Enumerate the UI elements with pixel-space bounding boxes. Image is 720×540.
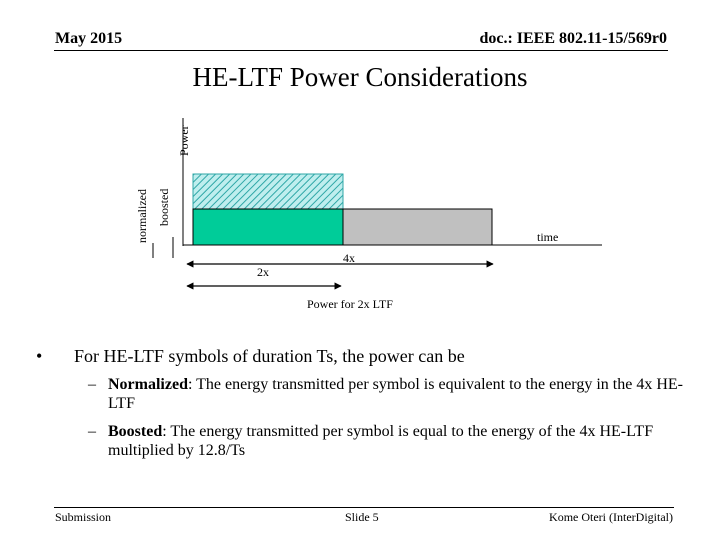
slide-title: HE-LTF Power Considerations xyxy=(192,62,528,92)
normalized-text: : The energy transmitted per symbol is equivalent to the energy in the 4x HE-LTF xyxy=(108,376,683,412)
gray-block xyxy=(343,209,492,245)
normalized-label: normalized xyxy=(135,189,149,243)
diagram-caption: Power for 2x LTF xyxy=(307,297,393,311)
sub-bullet-normalized xyxy=(88,375,688,413)
bullet-dot: • xyxy=(36,346,43,366)
label-4x: 4x xyxy=(343,251,355,265)
footer-submission: Submission xyxy=(55,510,112,524)
boosted-text: : The energy transmitted per symbol is equal to the energy of the 4x HE-LTF multiplied by 12.8/Ts xyxy=(108,423,654,459)
footer-author: Kome Oteri (InterDigital) xyxy=(549,510,673,524)
label-2x: 2x xyxy=(257,265,269,279)
footer-slide-number: Slide 5 xyxy=(345,510,379,524)
time-label: time xyxy=(537,230,559,244)
sub-bullet-dash: – xyxy=(88,423,96,440)
y-axis-label: Power xyxy=(177,125,191,156)
boosted-label: boosted xyxy=(157,188,171,226)
bullet-main-text: For HE-LTF symbols of duration Ts, the power can be xyxy=(74,346,465,366)
footer-divider xyxy=(54,507,674,508)
header-doc-id: doc.: IEEE 802.11-15/569r0 xyxy=(479,30,667,47)
teal-block xyxy=(193,209,343,245)
header-date: May 2015 xyxy=(55,30,123,47)
term-normalized: Normalized xyxy=(108,376,188,393)
sub-bullet-boosted xyxy=(88,422,688,460)
term-boosted: Boosted xyxy=(108,423,163,440)
sub-bullet-dash: – xyxy=(88,376,96,393)
bullet-main xyxy=(36,346,465,367)
